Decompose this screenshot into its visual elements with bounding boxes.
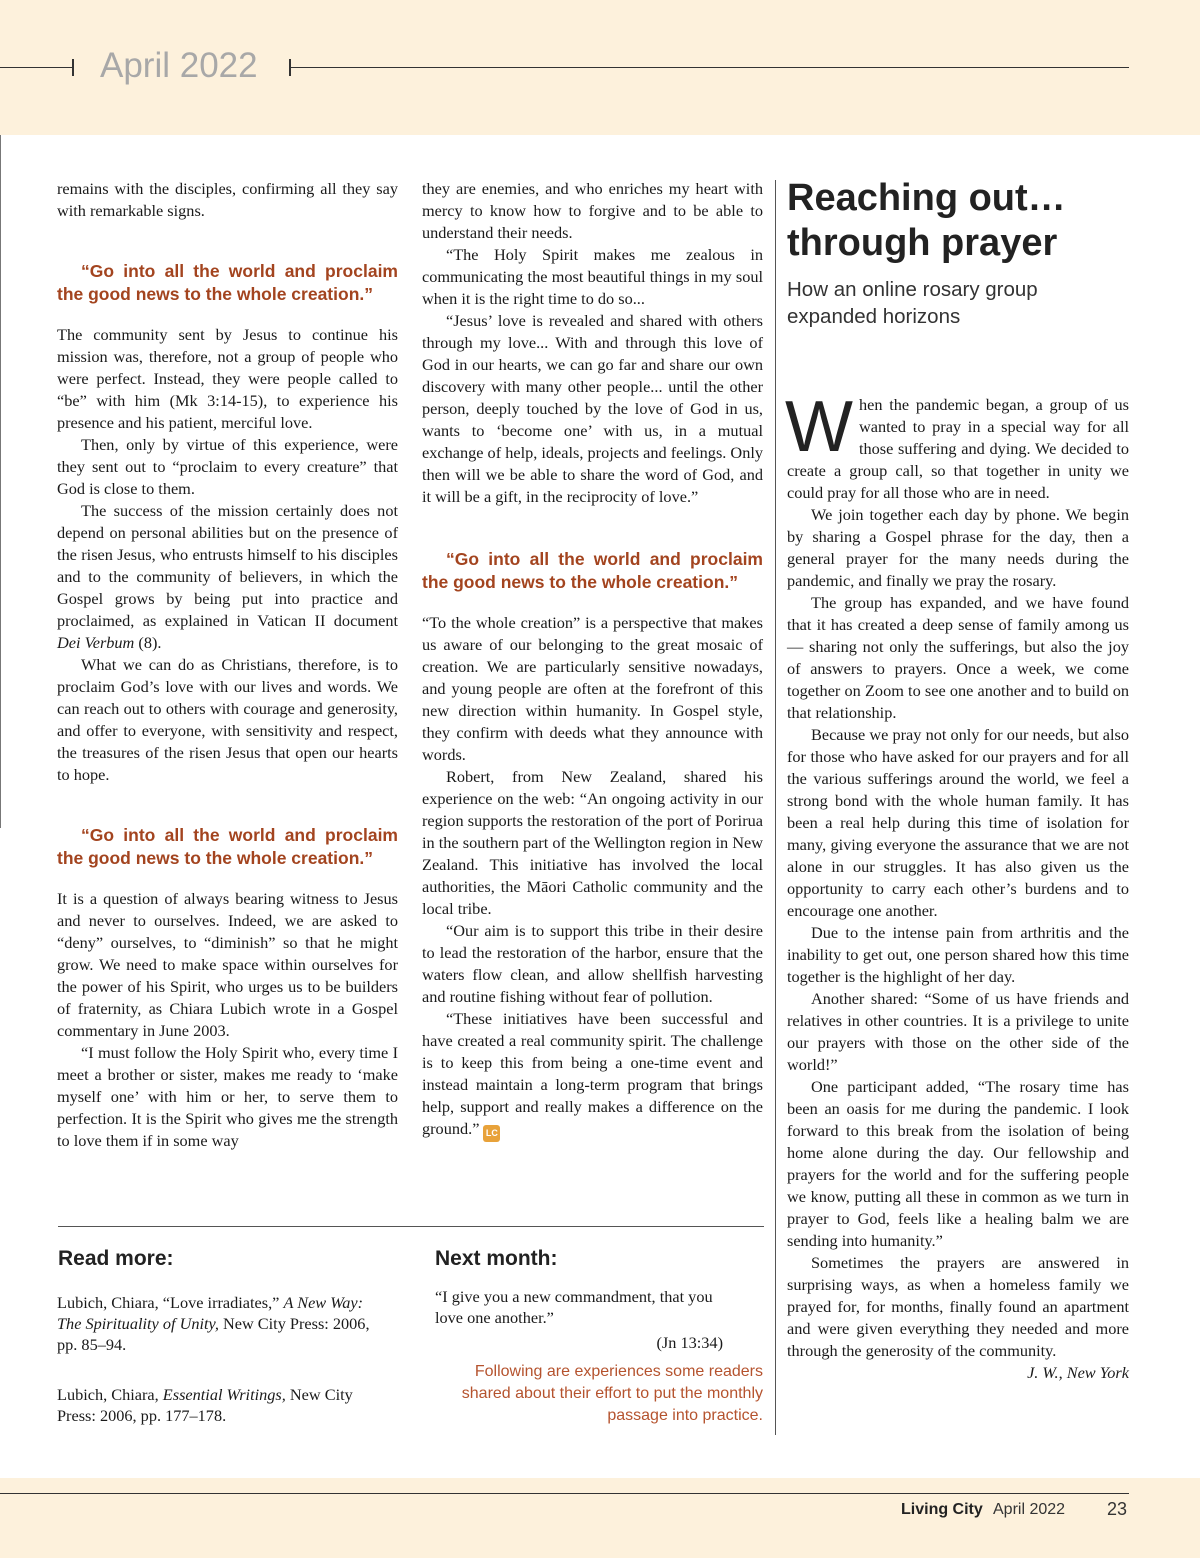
paragraph: One participant added, “The rosary time has been an oasis for me during the pandemic. I look forward to this break from the isolation of being home alone during the day. Our fellowship and prayers for the world and for the suffering people we know, putting all these in common as we turn in prayer to God, feels like a healing balm we are sending into humanity.” bbox=[787, 1077, 1129, 1250]
paragraph: Due to the intense pain from arthritis and the inability to get out, one person shared how this time together is the highlight of her day. bbox=[787, 923, 1129, 986]
next-month-heading: Next month: bbox=[435, 1247, 558, 1270]
footer-brand: Living City bbox=[901, 1501, 983, 1518]
reference-text: New City Press: 2006, pp. 85–94. bbox=[57, 1314, 370, 1354]
footer-date: April 2022 bbox=[993, 1501, 1066, 1518]
paragraph: remains with the disciples, confirming all they say with remarkable signs. bbox=[57, 179, 398, 220]
paragraph: they are enemies, and who enriches my heart with mercy to know how to forgive and to be able to understand their needs. bbox=[422, 179, 763, 242]
paragraph: Then, only by virtue of this experience, were they sent out to “proclaim to every creature” that God is close to them. bbox=[57, 435, 398, 498]
header-rule-tick bbox=[72, 59, 74, 76]
book-title: A New Way: The Spirituality of Unity, bbox=[57, 1293, 364, 1333]
section-divider bbox=[58, 1226, 764, 1227]
paragraph: “The Holy Spirit makes me zealous in communicating the most beautiful things in my soul when it is the right time to do so... bbox=[422, 245, 763, 308]
document-title: Dei Verbum bbox=[57, 633, 135, 652]
column-1 bbox=[57, 178, 398, 1152]
margin-rule bbox=[0, 135, 1, 828]
signature: J. W., New York bbox=[1027, 1363, 1129, 1382]
paragraph: “Our aim is to support this tribe in their desire to lead the restoration of the harbor, ensure that the waters flow clean, and allow shellfish harvesting and routine fishing without fear of pollution. bbox=[422, 921, 763, 1006]
header-rule-left bbox=[0, 67, 72, 68]
next-month-note: Following are experiences some readers shared about their effort to put the monthly passage into practice. bbox=[461, 1363, 763, 1424]
book-title: Essential Writings, bbox=[162, 1385, 286, 1404]
paragraph: Sometimes the prayers are answered in surprising ways, as when a homeless family we prayed for, for months, finally found an apartment and were given everything they needed and more through the generosity of the community. bbox=[787, 1253, 1129, 1360]
paragraph-text: The success of the mission certainly does not depend on personal abilities but on the presence of the risen Jesus, who entrusts himself to his disciples and to the community of believers, in which the Gospel grows by being put into practice and proclaimed, as explained in Vatican II document bbox=[57, 501, 398, 630]
paragraph-text: (8). bbox=[134, 633, 162, 652]
paragraph: “I must follow the Holy Spirit who, every time I meet a brother or sister, makes me ready to ‘make myself one’ with him or her, to serve them to perfection. It is the Spirit who gives me the strength to love them if in some way bbox=[57, 1043, 398, 1150]
reference bbox=[57, 1292, 387, 1355]
paragraph: What we can do as Christians, therefore, is to proclaim God’s love with our lives and words. We can reach out to others with courage and generosity, and offer to everyone, with sensitivity and respect, the treasures of the risen Jesus that open our hearts to hope. bbox=[57, 655, 398, 784]
article-body bbox=[785, 387, 1129, 1384]
reference-text: Lubich, Chiara, bbox=[57, 1385, 163, 1404]
paragraph: “Jesus’ love is revealed and shared with others through my love... With and through this love of God in our hearts, we can go far and share our own discovery with many other people... until the other person, deeply touched by the love of God in us, wants to ‘become one’ with us, in a mutual exchange of help, ideals, projects and feelings. Only then will we be able to share the word of God, and it will be a gift, in the reciprocity of love.” bbox=[422, 311, 763, 506]
issue-title: April 2022 bbox=[100, 46, 258, 85]
page-number: 23 bbox=[1107, 1499, 1128, 1519]
next-month-reference: (Jn 13:34) bbox=[656, 1333, 723, 1352]
pull-quote: “Go into all the world and proclaim the good news to the whole creation.” bbox=[57, 261, 398, 304]
paragraph bbox=[422, 1008, 763, 1142]
paragraph bbox=[57, 500, 398, 654]
article-title: Reaching out… through prayer bbox=[787, 177, 1066, 264]
paragraph-text: “These initiatives have been successful and have created a real community spirit. The challenge is to keep this from being a one-time event and instead maintain a long-term program that brings help, support and really makes a difference on the ground.” bbox=[422, 1009, 763, 1138]
paragraph: The group has expanded, and we have found that it has created a deep sense of family among us — sharing not only the sufferings, but also the joy of answers to prayers. Once a week, we come together on Zoom to see one another and to build on that relationship. bbox=[787, 593, 1129, 722]
paragraph-text: hen the pandemic began, a group of us wanted to pray in a special way for all those suffering and dying. We decided to create a group call, so that together in unity we could pray for all those who are in need. bbox=[787, 395, 1129, 502]
paragraph: Another shared: “Some of us have friends and relatives in other countries. It is a privilege to unite our prayers with those on the other side of the world!” bbox=[787, 989, 1129, 1074]
footer-rule bbox=[0, 1493, 1129, 1494]
column-divider bbox=[775, 180, 776, 1435]
next-month-quote: “I give you a new commandment, that you love one another.” bbox=[435, 1287, 713, 1327]
pull-quote: “Go into all the world and proclaim the good news to the whole creation.” bbox=[422, 549, 763, 592]
article-subtitle: How an online rosary group expanded horizons bbox=[787, 278, 1038, 328]
paragraph: We join together each day by phone. We begin by sharing a Gospel phrase for the day, then a general prayer for the many needs during the pandemic, and finally we pray the rosary. bbox=[787, 505, 1129, 590]
reference-text: New City Press: 2006, pp. 177–178. bbox=[57, 1385, 353, 1425]
reference-text: Lubich, Chiara, “Love irradiates,” bbox=[57, 1293, 284, 1312]
paragraph: The community sent by Jesus to continue his mission was, therefore, not a group of people who were perfect. Instead, they were people called to “be” with him (Mk 3:14-15), to experience his presence and his patient, merciful love. bbox=[57, 325, 398, 432]
paragraph bbox=[785, 387, 1129, 504]
paragraph: Robert, from New Zealand, shared his experience on the web: “An ongoing activity in our region supports the restoration of the port of Porirua in the southern part of the Wellington region in New Zealand. This initiative has involved the local authorities, the Māori Catholic community and the local tribe. bbox=[422, 767, 763, 918]
paragraph: It is a question of always bearing witness to Jesus and never to ourselves. Indeed, we are asked to “deny” ourselves, to “diminish” so that he might grow. We need to make space within ourselves for the power of his Spirit, who urges us to be builders of fraternity, as Chiara Lubich wrote in a Gospel commentary in June 2003. bbox=[57, 889, 398, 1040]
pull-quote: “Go into all the world and proclaim the good news to the whole creation.” bbox=[57, 825, 398, 868]
paragraph: Because we pray not only for our needs, but also for those who have asked for our prayers and for all the various sufferings around the world, we feel a strong bond with the whole human family. It has been a real help during this time of isolation for many, giving everyone the assurance that we are not alone in our struggles. It has also given us the opportunity to carry each other’s burdens and to encourage one another. bbox=[787, 725, 1129, 920]
header-rule-right bbox=[291, 67, 1129, 68]
read-more-heading: Read more: bbox=[58, 1247, 174, 1270]
column-2 bbox=[422, 178, 763, 1142]
paragraph: “To the whole creation” is a perspective that makes us aware of our belonging to the great mosaic of creation. We are particularly sensitive nowadays, and young people are often at the forefront of this new direction within humanity. In Gospel style, they confirm with deeds what they announce with words. bbox=[422, 613, 763, 764]
drop-cap: W bbox=[785, 387, 853, 467]
end-mark-icon: LC bbox=[483, 1125, 500, 1142]
reference bbox=[57, 1384, 387, 1426]
